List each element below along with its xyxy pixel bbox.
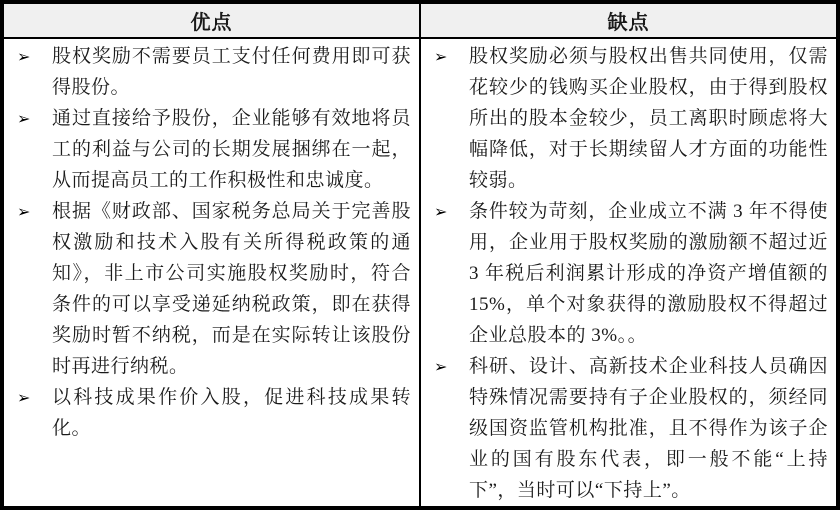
- list-item: [421, 41, 828, 196]
- column-header-disadvantages: 缺点: [420, 3, 837, 38]
- list-item-text: 条件较为苛刻，企业成立不满 3 年不得使用，企业用于股权奖励的激励额不超过近 3 年税后利润累计形成的净资产增值额的 15%，单个对象获得的激励股权不得超过企业总股本的 3%。。: [469, 201, 828, 346]
- arrowhead-bullet-icon: ➢: [17, 202, 31, 221]
- list-item: [4, 196, 411, 382]
- arrowhead-bullet-icon: ➢: [434, 202, 448, 221]
- arrowhead-bullet-icon: ➢: [17, 388, 31, 407]
- list-item-text: 股权奖励不需要员工支付任何费用即可获得股份。: [52, 46, 411, 98]
- disadvantages-list: [421, 41, 828, 506]
- list-item-text: 股权奖励必须与股权出售共同使用，仅需花较少的钱购买企业股权，由于得到股权所出的股本金较少，员工离职时顾虑将大幅降低，对于长期续留人才方面的功能性较弱。: [469, 46, 828, 191]
- list-item-text: 通过直接给予股份，企业能够有效地将员工的利益与公司的长期发展捆绑在一起，从而提高员工的工作积极性和忠诚度。: [52, 108, 411, 191]
- advantages-list: [4, 41, 411, 444]
- pros-cons-table: [2, 2, 838, 508]
- header-row: [3, 3, 837, 38]
- list-item-text: 科研、设计、高新技术企业科技人员确因特殊情况需要持有子企业股权的，须经同级国资监管机构批准，且不得作为该子企业的国有股东代表，即一般不能“上持下”，当时可以“下持上”。: [469, 356, 828, 501]
- advantages-cell: [3, 38, 420, 507]
- disadvantages-cell: [420, 38, 837, 507]
- body-row: [3, 38, 837, 507]
- list-item-text: 根据《财政部、国家税务总局关于完善股权激励和技术入股有关所得税政策的通知》，非上市公司实施股权奖励时，符合条件的可以享受递延纳税政策，即在获得奖励时暂不纳税，而是在实际转让该股份时再进行纳税。: [52, 201, 411, 377]
- list-item-text: 以科技成果作价入股，促进科技成果转化。: [52, 387, 411, 439]
- list-item: [421, 351, 828, 506]
- list-item: [4, 382, 411, 444]
- list-item: [4, 103, 411, 196]
- arrowhead-bullet-icon: ➢: [17, 109, 31, 128]
- arrowhead-bullet-icon: ➢: [434, 357, 448, 376]
- column-header-advantages: 优点: [3, 3, 420, 38]
- arrowhead-bullet-icon: ➢: [17, 47, 31, 66]
- list-item: [4, 41, 411, 103]
- arrowhead-bullet-icon: ➢: [434, 47, 448, 66]
- list-item: [421, 196, 828, 351]
